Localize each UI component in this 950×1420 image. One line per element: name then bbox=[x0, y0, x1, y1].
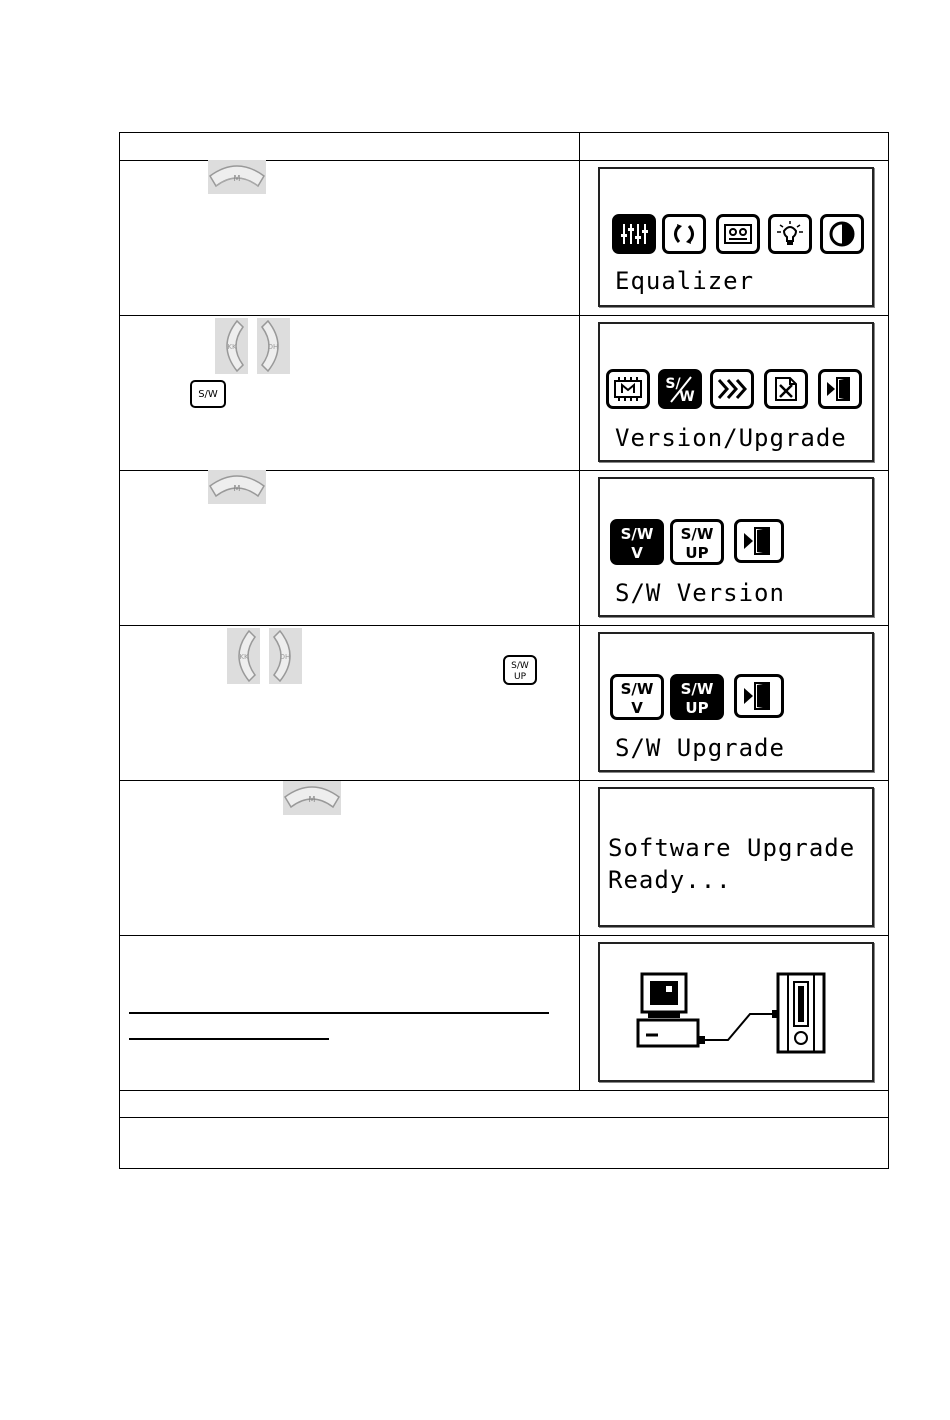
row-divider bbox=[120, 780, 888, 781]
sw-upgrade-icon-top: S/W bbox=[680, 680, 714, 698]
lcd-upgrade-ready-line2: Ready... bbox=[608, 866, 732, 894]
sw-version-icon-top: S/W bbox=[620, 525, 654, 543]
equalizer-icon bbox=[612, 214, 656, 254]
sw-version-icon-top: S/W bbox=[620, 680, 654, 698]
lcd-sw-version-screen bbox=[598, 477, 874, 617]
row-divider bbox=[120, 1117, 888, 1118]
prev-button-icon bbox=[227, 628, 260, 684]
lcd-version-upgrade-screen bbox=[598, 322, 874, 462]
sw-inline-icon-label: S/W bbox=[198, 389, 218, 400]
lcd-label-version-upgrade: Version/Upgrade bbox=[615, 424, 847, 452]
exit-icon bbox=[734, 519, 784, 563]
menu-button-icon bbox=[208, 160, 266, 194]
memory-icon bbox=[606, 369, 650, 409]
exit-icon bbox=[818, 369, 862, 409]
contrast-icon bbox=[820, 214, 864, 254]
record-icon bbox=[716, 214, 760, 254]
delete-icon bbox=[764, 369, 808, 409]
sw-up-inline-icon-top: S/W bbox=[511, 661, 529, 671]
sw-up-inline-icon bbox=[503, 655, 537, 685]
lcd-upgrade-ready-line1: Software Upgrade bbox=[608, 834, 856, 862]
sw-upgrade-icon-top: S/W bbox=[680, 525, 714, 543]
lcd-upgrade-ready-screen bbox=[598, 787, 874, 927]
column-divider bbox=[579, 133, 580, 1090]
lcd-equalizer-screen bbox=[598, 167, 874, 307]
sw-icon-bottom-label: W bbox=[679, 389, 695, 404]
sw-version-icon bbox=[610, 674, 664, 720]
next-button-icon bbox=[269, 628, 302, 684]
row-divider bbox=[120, 1090, 888, 1091]
exit-icon bbox=[734, 674, 784, 718]
menu-button-label: M bbox=[233, 484, 241, 493]
next-button-label: DH bbox=[279, 653, 291, 661]
sw-upgrade-icon-bottom: UP bbox=[685, 544, 709, 562]
skip-icon bbox=[710, 369, 754, 409]
backlight-icon bbox=[768, 214, 812, 254]
row-divider bbox=[120, 625, 888, 626]
menu-button-icon bbox=[208, 470, 266, 504]
sw-version-icon-bottom: V bbox=[631, 544, 643, 562]
repeat-icon bbox=[662, 214, 706, 254]
row-divider bbox=[120, 315, 888, 316]
prev-button-icon bbox=[215, 318, 248, 374]
sw-version-icon bbox=[610, 519, 664, 565]
lcd-label-sw-version: S/W Version bbox=[615, 579, 785, 607]
next-button-label: DH bbox=[267, 343, 279, 351]
sw-up-inline-icon-bottom: UP bbox=[513, 672, 527, 682]
sw-icon bbox=[658, 369, 702, 409]
sw-icon-top-label: S/ bbox=[665, 376, 681, 392]
sw-inline-icon bbox=[190, 380, 226, 408]
menu-button-icon bbox=[283, 781, 341, 815]
prev-button-label: KK bbox=[227, 343, 237, 351]
menu-button-label: M bbox=[308, 795, 316, 804]
pc-player-connection-icon bbox=[600, 944, 872, 1080]
underline-rule bbox=[129, 1038, 329, 1040]
lcd-sw-upgrade-screen bbox=[598, 632, 874, 772]
sw-upgrade-icon bbox=[670, 674, 724, 720]
sw-upgrade-icon-bottom: UP bbox=[685, 699, 709, 717]
instruction-table bbox=[119, 132, 889, 1169]
menu-button-label: M bbox=[233, 174, 241, 183]
sw-version-icon-bottom: V bbox=[631, 699, 643, 717]
row-divider bbox=[120, 935, 888, 936]
next-button-icon bbox=[257, 318, 290, 374]
prev-button-label: KK bbox=[239, 653, 249, 661]
lcd-pc-connection-illustration bbox=[598, 942, 874, 1082]
lcd-label-equalizer: Equalizer bbox=[615, 267, 755, 295]
sw-upgrade-icon bbox=[670, 519, 724, 565]
lcd-label-sw-upgrade: S/W Upgrade bbox=[615, 734, 785, 762]
underline-rule bbox=[129, 1012, 549, 1014]
